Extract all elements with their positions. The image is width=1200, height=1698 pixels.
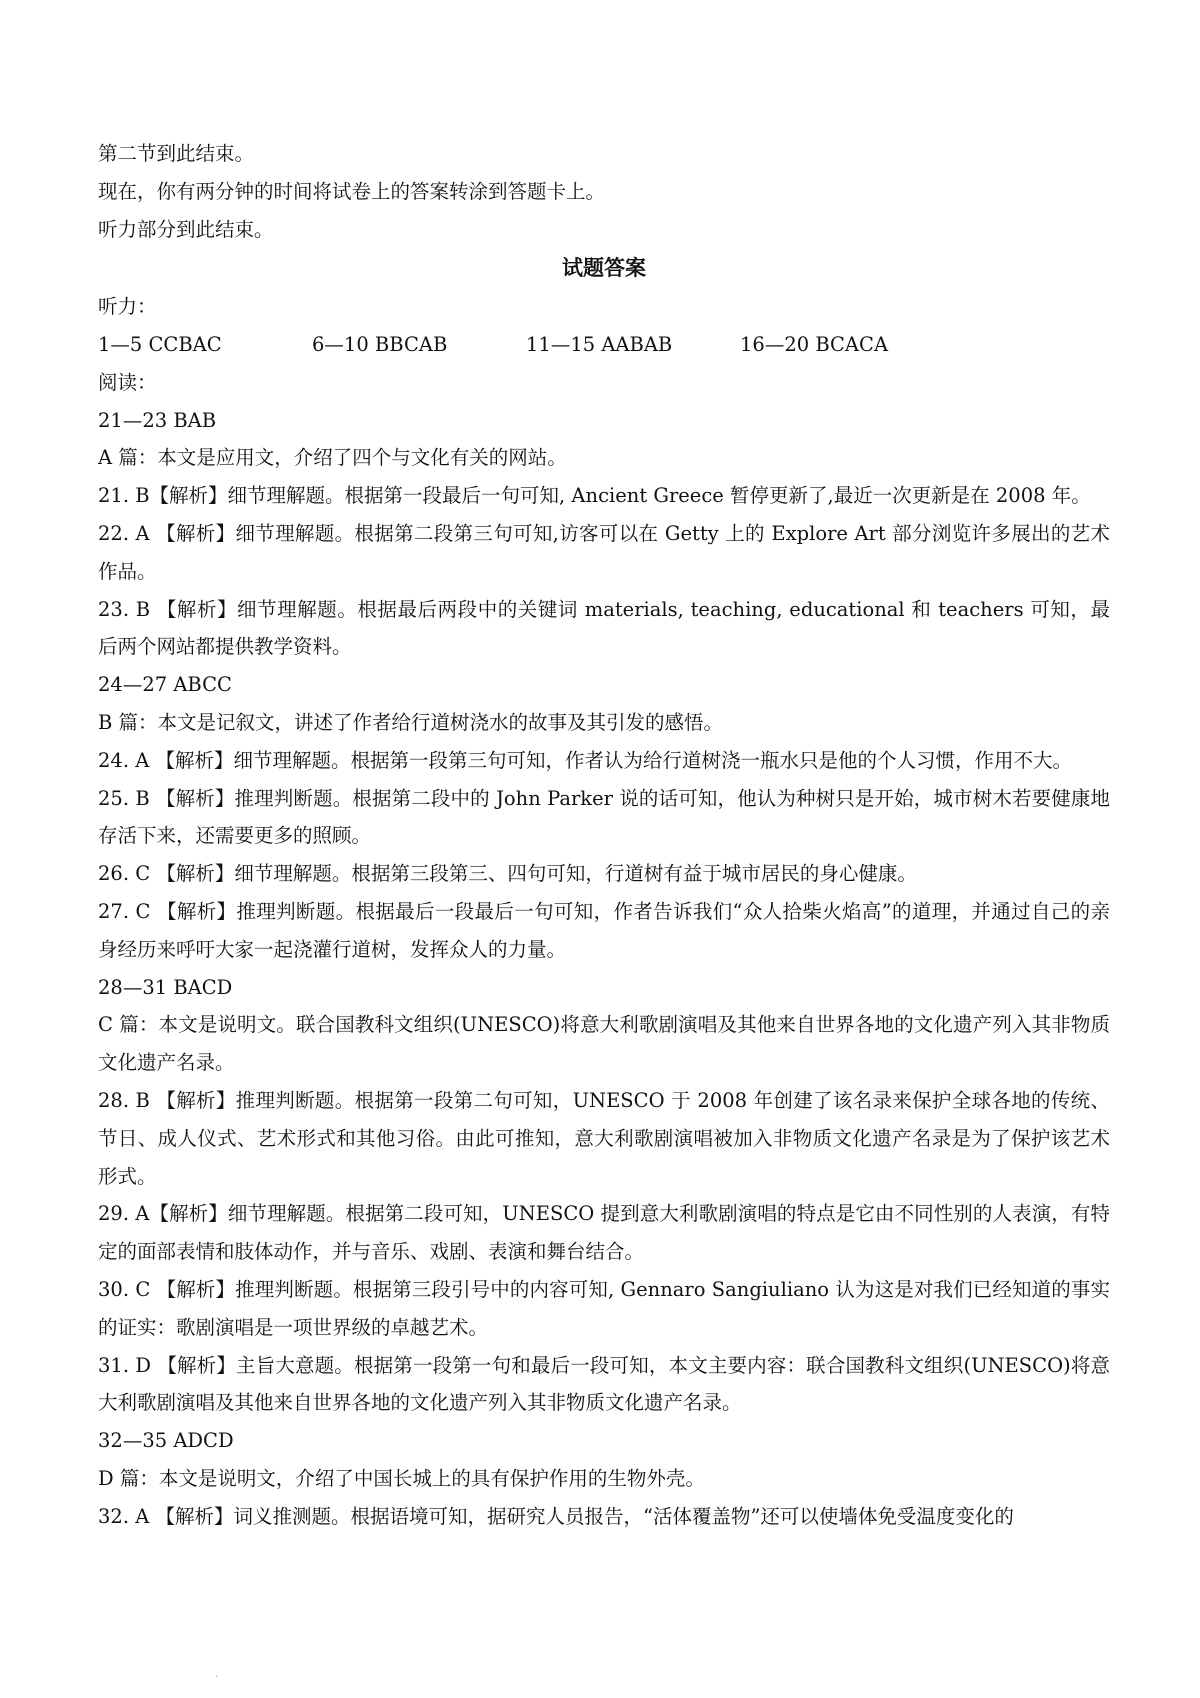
explanation-32: 32. A 【解析】词义推测题。根据语境可知，据研究人员报告，“活体覆盖物”还可以使墙体免受温度变化的 [98, 1504, 1014, 1528]
passage-a-answers: 21—23 BAB [98, 408, 217, 432]
listening-answers [98, 326, 1110, 364]
passage-b-intro: B 篇：本文是记叙文，讲述了作者给行道树浇水的故事及其引发的感悟。 [98, 710, 724, 734]
listening-group-2: 6—10 BBCAB [312, 332, 448, 356]
passage-d-answers: 32—35 ADCD [98, 1429, 234, 1453]
explanation-30: 30. C 【解析】推理判断题。根据第三段引号中的内容可知, Gennaro Sangiuliano 认为这是对我们已经知道的事实的证实：歌剧演唱是一项世界级的卓越艺术。 [98, 1277, 1110, 1339]
explanation-26: 26. C 【解析】细节理解题。根据第三段第三、四句可知，行道树有益于城市居民的身心健康。 [98, 862, 917, 886]
passage-c-intro: C 篇：本文是说明文。联合国教科文组织(UNESCO)将意大利歌剧演唱及其他来自世界各地的文化遗产列入其非物质文化遗产名录。 [98, 1013, 1110, 1075]
passage-c-answers: 28—31 BACD [98, 975, 233, 999]
passage-d-intro: D 篇：本文是说明文，介绍了中国长城上的具有保护作用的生物外壳。 [98, 1466, 705, 1490]
intro-line-3: 听力部分到此结束。 [98, 217, 274, 241]
listening-group-1: 1—5 CCBAC [98, 332, 222, 356]
passage-b-answers: 24—27 ABCC [98, 673, 232, 697]
listening-group-4: 16—20 BCACA [740, 332, 889, 356]
explanation-24: 24. A 【解析】细节理解题。根据第一段第三句可知，作者认为给行道树浇一瓶水只是他的个人习惯，作用不大。 [98, 748, 1072, 772]
explanation-25: 25. B 【解析】推理判断题。根据第二段中的 John Parker 说的话可知，他认为种树只是开始，城市树木若要健康地存活下来，还需要更多的照顾。 [98, 786, 1110, 848]
explanation-31: 31. D 【解析】主旨大意题。根据第一段第一句和最后一段可知，本文主要内容：联合国教科文组织(UNESCO)将意大利歌剧演唱及其他来自世界各地的文化遗产列入其非物质文化遗产名录。 [98, 1353, 1110, 1415]
document-page [98, 135, 1110, 1535]
explanation-22: 22. A 【解析】细节理解题。根据第二段第三句可知,访客可以在 Getty 上的 Explore Art 部分浏览许多展出的艺术作品。 [98, 521, 1110, 583]
explanation-27: 27. C 【解析】推理判断题。根据最后一段最后一句可知，作者告诉我们“众人拾柴火焰高”的道理，并通过自己的亲身经历来呼吁大家一起浇灌行道树，发挥众人的力量。 [98, 899, 1110, 961]
reading-label: 阅读： [98, 370, 157, 394]
listening-label: 听力： [98, 295, 157, 319]
page-footer-mark: · [215, 1672, 219, 1683]
intro-line-2: 现在，你有两分钟的时间将试卷上的答案转涂到答题卡上。 [98, 179, 606, 203]
explanation-23: 23. B 【解析】细节理解题。根据最后两段中的关键词 materials, teaching, educational 和 teachers 可知，最后两个网站都提供教学资料。 [98, 597, 1110, 659]
intro-line-1: 第二节到此结束。 [98, 142, 255, 165]
explanation-29: 29. A【解析】细节理解题。根据第二段可知，UNESCO 提到意大利歌剧演唱的特点是它由不同性别的人表演，有特定的面部表情和肢体动作，并与音乐、戏剧、表演和舞台结合。 [98, 1202, 1110, 1264]
listening-group-3: 11—15 AABAB [526, 332, 673, 356]
explanation-21: 21. B【解析】细节理解题。根据第一段最后一句可知, Ancient Greece 暂停更新了,最近一次更新是在 2008 年。 [98, 484, 1091, 508]
passage-a-intro: A 篇：本文是应用文，介绍了四个与文化有关的网站。 [98, 446, 567, 470]
answers-title: 试题答案 [562, 256, 646, 281]
explanation-28: 28. B 【解析】推理判断题。根据第一段第二句可知，UNESCO 于 2008 年创建了该名录来保护全球各地的传统、节日、成人仪式、艺术形式和其他习俗。由此可推知，意大利歌剧演唱被加入非物质文化遗产名录是为了保护该艺术形式。 [98, 1088, 1110, 1188]
